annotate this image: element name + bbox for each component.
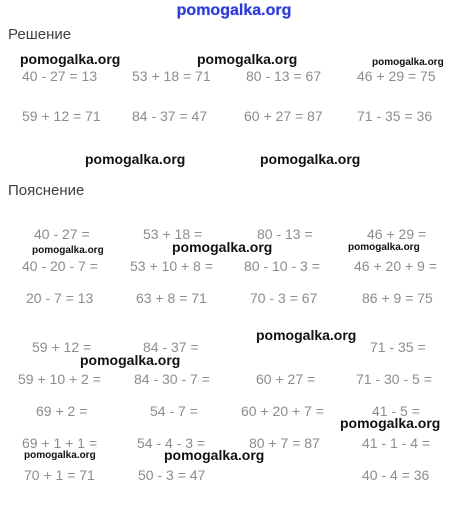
explanation-equation: 46 + 29 = [367, 226, 427, 242]
explanation-equation: 69 + 1 + 1 = [22, 435, 98, 451]
watermark: pomogalka.org [80, 352, 181, 368]
explanation-equation: 40 - 4 = 36 [362, 467, 430, 483]
solution-equation: 59 + 12 = 71 [22, 108, 101, 124]
explanation-heading: Пояснение [8, 182, 85, 199]
explanation-equation: 84 - 30 - 7 = [134, 371, 210, 387]
solution-equation: 80 - 13 = 67 [246, 68, 322, 84]
solution-equation: 40 - 27 = 13 [22, 68, 98, 84]
explanation-equation: 46 + 20 + 9 = [354, 258, 437, 274]
solution-equation: 60 + 27 = 87 [244, 108, 323, 124]
explanation-equation: 59 + 12 = [32, 339, 92, 355]
explanation-equation: 41 - 5 = [372, 403, 420, 419]
solution-equation: 46 + 29 = 75 [357, 68, 436, 84]
explanation-equation: 80 - 13 = [257, 226, 313, 242]
watermark: pomogalka.org [256, 327, 357, 343]
explanation-equation: 54 - 4 - 3 = [137, 435, 206, 451]
site-header[interactable]: pomogalka.org [176, 2, 292, 19]
explanation-equation: 41 - 1 - 4 = [362, 435, 431, 451]
explanation-equation: 20 - 7 = 13 [26, 290, 94, 306]
watermark: pomogalka.org [24, 450, 96, 461]
explanation-equation: 60 + 20 + 7 = [241, 403, 324, 419]
explanation-equation: 54 - 7 = [150, 403, 198, 419]
watermark: pomogalka.org [348, 242, 420, 253]
watermark: pomogalka.org [164, 447, 265, 463]
explanation-equation: 70 + 1 = 71 [24, 467, 95, 483]
explanation-equation: 63 + 8 = 71 [136, 290, 207, 306]
explanation-equation: 80 + 7 = 87 [249, 435, 320, 451]
explanation-equation: 53 + 18 = [143, 226, 203, 242]
watermark: pomogalka.org [85, 151, 186, 167]
explanation-equation: 40 - 27 = [34, 226, 90, 242]
explanation-equation: 69 + 2 = [36, 403, 88, 419]
watermark: pomogalka.org [340, 415, 441, 431]
solution-equation: 71 - 35 = 36 [357, 108, 433, 124]
explanation-equation: 50 - 3 = 47 [138, 467, 206, 483]
explanation-equation: 80 - 10 - 3 = [244, 258, 320, 274]
watermark: pomogalka.org [172, 239, 273, 255]
explanation-equation: 71 - 30 - 5 = [356, 371, 432, 387]
explanation-equation: 60 + 27 = [256, 371, 316, 387]
solution-equation: 84 - 37 = 47 [132, 108, 208, 124]
explanation-equation: 59 + 10 + 2 = [18, 371, 101, 387]
solution-heading: Решение [8, 26, 72, 43]
explanation-equation: 86 + 9 = 75 [362, 290, 433, 306]
explanation-equation: 40 - 20 - 7 = [22, 258, 98, 274]
explanation-equation: 71 - 35 = [370, 339, 426, 355]
watermark: pomogalka.org [32, 245, 104, 256]
watermark: pomogalka.org [20, 51, 121, 67]
watermark: pomogalka.org [372, 57, 444, 68]
explanation-equation: 53 + 10 + 8 = [130, 258, 213, 274]
watermark: pomogalka.org [197, 51, 298, 67]
solution-equation: 53 + 18 = 71 [132, 68, 211, 84]
explanation-equation: 70 - 3 = 67 [250, 290, 318, 306]
explanation-equation: 84 - 37 = [143, 339, 199, 355]
watermark: pomogalka.org [260, 151, 361, 167]
